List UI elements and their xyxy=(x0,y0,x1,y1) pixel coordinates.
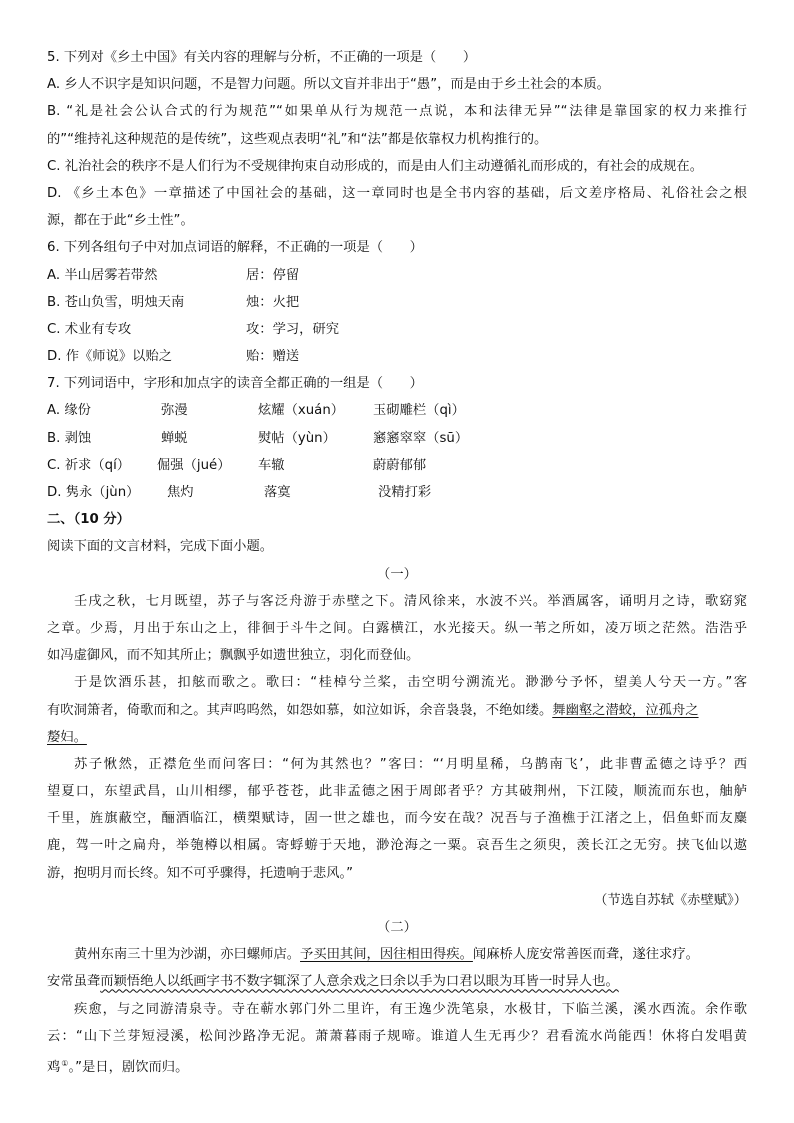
passage-text: 有吹洞箫者，倚歌而和之。其声呜呜然，如怨如慕，如泣如诉，余音袅袅，不绝如缕。 xyxy=(47,702,553,718)
option-row xyxy=(47,479,747,506)
section-heading: 二、（10 分） xyxy=(47,512,130,528)
footnote-marker: ① xyxy=(61,1058,69,1068)
word-3: 落寞 xyxy=(264,485,291,500)
option-sentence: B. 苍山负雪，明烛天南 xyxy=(47,294,185,310)
option-row xyxy=(47,343,747,370)
word-1: A. 缘份 xyxy=(47,403,91,419)
passage-line: 如冯虚御风，而不知其所止；飘飘乎如遗世独立，羽化而登仙。 xyxy=(47,648,420,664)
word-4: 没精打彩 xyxy=(378,485,432,500)
question-5 xyxy=(47,44,747,234)
option-gloss: 烛：火把 xyxy=(246,294,300,310)
option-row xyxy=(47,452,747,479)
word-3: 车辙 xyxy=(258,457,285,473)
option-b-line-2: 的”“维持礼这种规范的是传统”，这些观点表明“礼”和“法”都是依靠权力机构推行的。 xyxy=(47,131,548,147)
passage-1 xyxy=(47,561,747,914)
passage-text: 鸡 xyxy=(47,1059,61,1075)
option-row xyxy=(47,397,747,424)
passage-line: 疾愈，与之同游清泉寺。寺在蕲水郭门外二里许，有王逸少洗笔泉，水极甘，下临兰溪，溪水西流。余作歌 xyxy=(74,1001,747,1017)
underlined-sentence: 予买田其间，因往相田得疾。 xyxy=(300,947,473,963)
passage-line: 于是饮酒乐甚，扣舷而歌之。歌曰：“桂棹兮兰桨，击空明兮溯流光。渺渺兮予怀，望美人兮天一方。”客 xyxy=(74,675,747,691)
word-4: 窸窸窣窣（sū） xyxy=(373,430,469,446)
question-stem: 6. 下列各组句子中对加点词语的解释，不正确的一项是（ ） xyxy=(47,240,423,256)
passage-line: 苏子愀然，正襟危坐而问客曰：“何为其然也？”客曰：“‘月明星稀，乌鹊南飞’，此非曹孟德之诗乎？西 xyxy=(74,756,747,772)
passage-line: 望夏口，东望武昌，山川相缪，郁乎苍苍，此非孟德之困于周郎者乎？方其破荆州，下江陵，顺流而东也，舳舻 xyxy=(47,784,747,800)
option-d-line-2: 源，都在于此“乡土性”。 xyxy=(47,213,194,229)
question-stem: 7. 下列词语中，字形和加点字的读音全都正确的一组是（ ） xyxy=(47,376,423,392)
word-4: 玉砌雕栏（qì） xyxy=(373,403,465,419)
passage-line xyxy=(47,697,747,724)
passage-line: 鹿，驾一叶之扁舟，举匏樽以相属。寄蜉蝣于天地，渺沧海之一粟。哀吾生之须臾，羡长江之无穷。挟飞仙以遨 xyxy=(47,838,747,854)
passage-source: （节选自苏轼《赤壁赋》） xyxy=(594,892,747,908)
passage-line: 游，抱明月而长终。知不可乎骤得，托遗响于悲风。” xyxy=(47,865,354,881)
word-1: B. 剥蚀 xyxy=(47,430,92,446)
question-stem: 5. 下列对《乡土中国》有关内容的理解与分析，不正确的一项是（ ） xyxy=(47,50,477,65)
question-6 xyxy=(47,234,747,370)
option-sentence: C. 术业有专攻 xyxy=(47,321,132,337)
option-row xyxy=(47,289,747,316)
passage-label: （一） xyxy=(377,566,417,582)
word-1: C. 祈求（qí） xyxy=(47,457,131,473)
passage-text: 。”是日，剧饮而归。 xyxy=(68,1059,189,1075)
word-2: 蝉蜕 xyxy=(161,430,188,446)
passage-text: 闻麻桥人庞安常善医而聋，遂往求疗。 xyxy=(472,947,699,963)
option-sentence: D. 作《师说》以贻之 xyxy=(47,349,173,365)
option-c: C. 礼治社会的秩序不是人们行为不受规律拘束自动形成的，而是由人们主动遵循礼而形成的，有社会的成规在。 xyxy=(47,158,703,174)
word-4: 蔚蔚郁郁 xyxy=(373,457,427,473)
option-gloss: 居：停留 xyxy=(246,267,300,283)
word-2: 弥漫 xyxy=(161,403,188,419)
exam-page xyxy=(47,44,747,1077)
word-1: D. 隽永（jùn） xyxy=(47,485,140,500)
passage-line xyxy=(47,1050,747,1077)
passage-line xyxy=(47,941,747,968)
question-7 xyxy=(47,370,747,506)
passage-line: 云：“山下兰芽短浸溪，松间沙路净无泥。萧萧暮雨子规啼。谁道人生无再少？君看流水尚能西！休将白发唱黄 xyxy=(47,1028,747,1044)
option-row xyxy=(47,425,747,452)
option-b-line-1: B. “礼是社会公认合式的行为规范”“如果单从行为规范一点说，本和法律无异”“法律是靠国家的权力来推行 xyxy=(47,104,747,120)
option-sentence: A. 半山居雾若带然 xyxy=(47,267,158,283)
passage-line: 之章。少焉，月出于东山之上，徘徊于斗牛之间。白露横江，水光接天。纵一苇之所如，凌万顷之茫然。浩浩乎 xyxy=(47,620,747,636)
passage-line: 壬戌之秋，七月既望，苏子与客泛舟游于赤壁之下。清风徐来，水波不兴。举酒属客，诵明月之诗，歌窈窕 xyxy=(74,593,747,609)
wavy-underlined-sentence: 而颖悟绝人以纸画字书不数字辄深了人意余戏之曰余以手为口君以眼为耳皆一时异人也。 xyxy=(100,974,619,990)
section-instruction: 阅读下面的文言材料，完成下面小题。 xyxy=(47,539,274,555)
underlined-sentence: 嫠妇。 xyxy=(47,729,87,745)
passage-line xyxy=(47,968,747,995)
passage-line: 千里，旌旗蔽空，酾酒临江，横槊赋诗，固一世之雄也，而今安在哉？况吾与子渔樵于江渚之上，侣鱼虾而友麋 xyxy=(47,811,747,827)
passage-text: 黄州东南三十里为沙湖，亦曰螺师店。 xyxy=(74,947,301,963)
underlined-sentence: 舞幽壑之潜蛟，泣孤舟之 xyxy=(552,702,699,718)
option-d-line-1: D. 《乡土本色》一章描述了中国社会的基础，这一章同时也是全书内容的基础，后文差序格局、礼俗社会之根 xyxy=(47,185,747,201)
word-3: 炫耀（xuán） xyxy=(258,403,345,419)
passage-label: （二） xyxy=(377,920,417,935)
passage-text: 安常虽聋 xyxy=(47,974,101,990)
option-row xyxy=(47,316,747,343)
passage-line xyxy=(47,724,747,751)
option-a: A. 乡人不识字是知识问题，不是智力问题。所以文盲并非出于“愚”，而是由于乡土社会的本质。 xyxy=(47,77,610,93)
passage-2 xyxy=(47,914,747,1077)
option-gloss: 攻：学习，研究 xyxy=(246,321,340,337)
option-gloss: 贻：赠送 xyxy=(246,349,300,365)
word-3: 熨帖（yùn） xyxy=(258,430,336,446)
word-2: 倔强（jué） xyxy=(157,457,231,473)
word-2: 焦灼 xyxy=(167,485,194,500)
option-row xyxy=(47,262,747,289)
